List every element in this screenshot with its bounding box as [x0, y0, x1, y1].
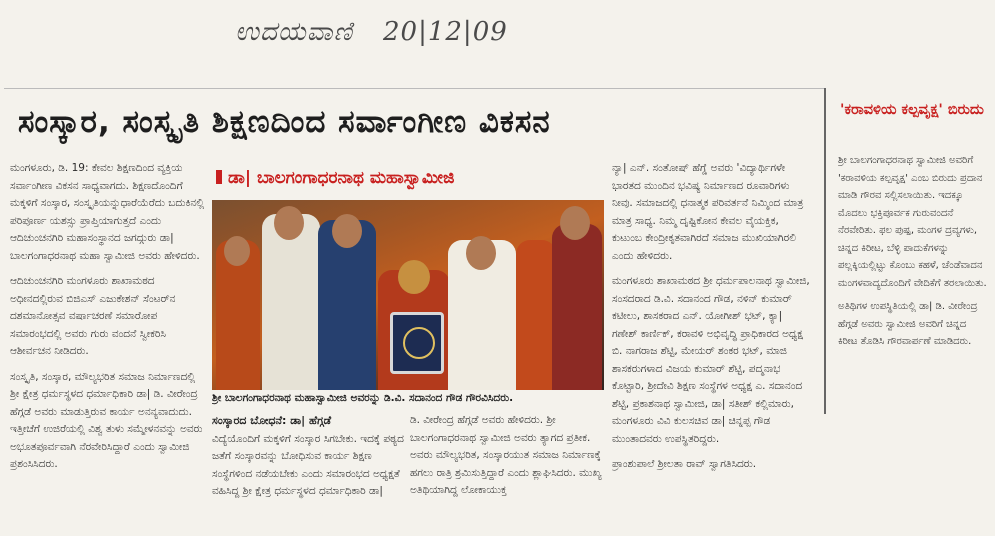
byline: ಡಾ| ಬಾಲಗಂಗಾಧರನಾಥ ಮಹಾಸ್ವಾಮೀಜಿ	[216, 168, 606, 192]
article-column-2b	[410, 412, 604, 530]
paragraph: ಡಿ. ವೀರೇಂದ್ರ ಹೆಗ್ಗಡೆ ಅವರು ಹೇಳಿದರು. ಶ್ರೀ ಬಾಲಗಂಗಾಧರನಾಥ ಸ್ವಾಮೀಜಿ ಅವರು ತ್ಯಾಗದ ಪ್ರತೀಕ. ಅವರು ಮೌಲ್ಯಭರಿತ, ಸಂಸ್ಕಾರಯುತ ಸಮಾಜ ನಿರ್ಮಾಣಕ್ಕೆ ಹಗಲು ರಾತ್ರಿ ಶ್ರಮಿಸುತ್ತಿದ್ದಾರೆ ಎಂದು ಶ್ಲಾಘಿಸಿದರು. ಮುಖ್ಯ ಅತಿಥಿಯಾಗಿದ್ದ ಲೋಕಾಯುಕ್ತ	[410, 414, 602, 496]
clipping-date: 20|12|09	[383, 17, 508, 47]
paragraph: ನ್ಯಾ| ಎನ್. ಸಂತೋಷ್ ಹೆಗ್ಡೆ ಅವರು 'ವಿದ್ಯಾರ್ಥಿಗಳೇ ಭಾರತದ ಮುಂದಿನ ಭವಿಷ್ಯ ನಿರ್ಮಾಣದ ರೂವಾರಿಗಳು ನೀವು. ಸಮಾಜದಲ್ಲಿ ಧನಾತ್ಮಕ ಪರಿವರ್ತನೆ ನಿಮ್ಮಿಂದ ಮಾತ್ರ ಮಾತ್ರ ಸಾಧ್ಯ. ನಿಮ್ಮ ದೃಷ್ಟಿಕೋನ ಕೇವಲ ವೈಯಕ್ತಿಕ, ಕುಟುಂಬ ಕೇಂದ್ರೀಕೃತವಾಗಿರದೆ ಸಮಾಜ ಮುಖಿಯಾಗಿರಲಿ ಎಂದು ಹೇಳಿದರು.	[612, 162, 804, 262]
paragraph: ಅತಿಥಿಗಳ ಉಪಸ್ಥಿತಿಯಲ್ಲಿ ಡಾ| ಡಿ. ವೀರೇಂದ್ರ ಹೆಗ್ಗಡೆ ಅವರು ಸ್ವಾಮೀಜಿ ಅವರಿಗೆ ಚಿನ್ನದ ಕಿರೀಟ ತೊಡಿಸಿ ಗೌರವಾರ್ಪಣೆ ಮಾಡಿದರು.	[838, 301, 978, 347]
sidebar-box	[824, 88, 986, 414]
paragraph: ಶ್ರೀ ಬಾಲಗಂಗಾಧರನಾಥ ಸ್ವಾಮೀಜಿ ಅವರಿಗೆ 'ಕರಾವಳಿಯ ಕಲ್ಪವೃಕ್ಷ' ಎಂಬ ಬಿರುದು ಪ್ರದಾನ ಮಾಡಿ ಗೌರವ ಸಲ್ಲಿಸಲಾಯಿತು. ಇದಕ್ಕೂ ಮೊದಲು ಭಕ್ತಿಪೂರ್ವಕ ಗುರುವಂದನೆ ನೆರವೇರಿತು. ಫಲ ಪುಷ್ಪ, ಮಂಗಳ ದ್ರವ್ಯಗಳು, ಚಿನ್ನದ ಕಿರೀಟ, ಬೆಳ್ಳಿ ಪಾದುಕೆಗಳನ್ನು ಪಲ್ಲಕ್ಕಿಯಲ್ಲಿಟ್ಟು ಕೊಂಬು ಕಹಳೆ, ಚೆಂಡೆವಾದನ ಮಂಗಳವಾದ್ಯದೊಂದಿಗೆ ವೇದಿಕೆಗೆ ತರಲಾಯಿತು.	[838, 155, 987, 289]
award-plaque	[390, 312, 444, 374]
masthead	[235, 8, 595, 56]
sidebar-title: 'ಕರಾವಳಿಯ ಕಲ್ಪವೃಕ್ಷ' ಬಿರುದು	[840, 102, 984, 118]
article-column-3	[612, 160, 810, 530]
article-column-2a	[212, 412, 406, 530]
photo-caption: ಶ್ರೀ ಬಾಲಗಂಗಾಧರನಾಥ ಮಹಾಸ್ವಾಮೀಜಿ ಅವರನ್ನು ಡಿ.ವಿ. ಸದಾನಂದ ಗೌಡ ಗೌರವಿಸಿದರು.	[212, 392, 514, 404]
paragraph: ಪ್ರಾಂಶುಪಾಲೆ ಶ್ರೀಲತಾ ರಾವ್ ಸ್ವಾಗತಿಸಿದರು.	[612, 458, 757, 470]
paragraph: ಸಂಸ್ಕೃತಿ, ಸಂಸ್ಕಾರ, ಮೌಲ್ಯಭರಿತ ಸಮಾಜ ನಿರ್ಮಾಣದಲ್ಲಿ ಶ್ರೀ ಕ್ಷೇತ್ರ ಧರ್ಮಸ್ಥಳದ ಧರ್ಮಾಧಿಕಾರಿ ಡಾ| ಡಿ. ವೀರೇಂದ್ರ ಹೆಗ್ಗಡೆ ಅವರು ಮಾಡುತ್ತಿರುವ ಕಾರ್ಯ ಅನನ್ಯವಾದುದು. ಇತ್ತೀಚೆಗೆ ಉಜಿರೆಯಲ್ಲಿ ವಿಶ್ವ ತುಳು ಸಮ್ಮೇಳನವನ್ನು ಅವರು ಅಭೂತಪೂರ್ವವಾಗಿ ನೆರವೇರಿಸಿದ್ದಾರೆ ಎಂದು ಸ್ವಾಮೀಜಿ ಪ್ರಶಂಸಿಸಿದರು.	[10, 370, 203, 470]
paragraph: ಮಂಗಳೂರು, ಡಿ. 19: ಕೇವಲ ಶಿಕ್ಷಣದಿಂದ ವ್ಯಕ್ತಿಯ ಸರ್ವಾಂಗೀಣ ವಿಕಸನ ಸಾಧ್ಯವಾಗದು. ಶಿಕ್ಷಣದೊಂದಿಗೆ ಮಕ್ಕಳಿಗೆ ಸಂಸ್ಕಾರ, ಸಂಸ್ಕೃತಿಯನ್ನುಧಾರೆಯೆರೆದು ಬದುಕಿನಲ್ಲಿ ಪರಿಪೂರ್ಣ ಯಶಸ್ಸು ಪ್ರಾಪ್ತಿಯಾಗುತ್ತದೆ ಎಂದು ಆದಿಚುಂಚನಗಿರಿ ಮಹಾಸಂಸ್ಥಾನದ ಜಗದ್ಗುರು ಡಾ| ಬಾಲಗಂಗಾಧರನಾಥ ಮಹಾ ಸ್ವಾಮೀಜಿ ಅವರು ಹೇಳಿದರು.	[10, 162, 205, 262]
paragraph: ವಿದ್ಯೆಯೊಂದಿಗೆ ಮಕ್ಕಳಿಗೆ ಸಂಸ್ಕಾರ ಸಿಗಬೇಕು. ಇದಕ್ಕೆ ಪಠ್ಯದ ಜತೆಗೆ ಸಂಸ್ಕಾರವನ್ನು ಬೋಧಿಸುವ ಕಾರ್ಯ ಶಿಕ್ಷಣ ಸಂಸ್ಥೆಗಳಿಂದ ನಡೆಯಬೇಕು ಎಂದು ಸಮಾರಂಭದ ಅಧ್ಯಕ್ಷತೆ ವಹಿಸಿದ್ದ ಶ್ರೀ ಕ್ಷೇತ್ರ ಧರ್ಮಸ್ಥಳದ ಧರ್ಮಾಧಿಕಾರಿ ಡಾ|	[212, 432, 404, 497]
news-photo	[212, 200, 604, 390]
paragraph: ಆದಿಚುಂಚನಗಿರಿ ಮಂಗಳೂರು ಶಾಖಾಮಠದ ಅಧೀನದಲ್ಲಿರುವ ಬಿಜಿಎಸ್ ಎಜುಕೇಶನ್ ಸೆಂಟರ್‌ನ ದಶಮಾನೋತ್ಸವ ವರ್ಷಾಚರಣೆ ಸಮಾರೋಪ ಸಮಾರಂಭದಲ್ಲಿ ಅವರು ಗುರು ವಂದನೆ ಸ್ವೀಕರಿಸಿ ಆಶೀರ್ವಚನ ನೀಡಿದರು.	[10, 275, 176, 357]
sidebar-body	[838, 152, 988, 414]
article-column-1	[10, 160, 206, 530]
subheading: ಸಂಸ್ಕಾರದ ಬೋಧನೆ: ಡಾ| ಹೆಗ್ಗಡೆ	[212, 414, 332, 427]
newspaper-name: ಉದಯವಾಣಿ	[235, 16, 353, 47]
paragraph: ಮಂಗಳೂರು ಶಾಖಾಮಠದ ಶ್ರೀ ಧರ್ಮಪಾಲನಾಥ ಸ್ವಾಮೀಜಿ, ಸಂಸದರಾದ ಡಿ.ವಿ. ಸದಾನಂದ ಗೌಡ, ನಳಿನ್ ಕುಮಾರ್ ಕಟೀಲು, ಶಾಸಕರಾದ ಎನ್. ಯೋಗೀಶ್ ಭಟ್, ಕ್ಯಾ| ಗಣೇಶ್ ಕಾರ್ಣಿಕ್, ಕರಾವಳಿ ಅಭಿವೃದ್ಧಿ ಪ್ರಾಧಿಕಾರದ ಅಧ್ಯಕ್ಷ ಬಿ. ನಾಗರಾಜ ಶೆಟ್ಟಿ, ಮೇಯರ್ ಶಂಕರ ಭಟ್, ಮಾಜಿ ಶಾಸಕರುಗಳಾದ ವಿಜಯ ಕುಮಾರ್ ಶೆಟ್ಟಿ, ಪದ್ಮನಾಭ ಕೊಟ್ಟಾರಿ, ಶ್ರೀದೇವಿ ಶಿಕ್ಷಣ ಸಂಸ್ಥೆಗಳ ಅಧ್ಯಕ್ಷ ಎ. ಸದಾನಂದ ಶೆಟ್ಟಿ, ಪ್ರಕಾಶನಾಥ ಸ್ವಾಮೀಜಿ, ಡಾ| ಸತೀಶ್ ಕಲ್ಲಿಮಾರು, ಮಂಗಳೂರು ವಿವಿ ಕುಲಸಚಿವ ಡಾ| ಚಿನ್ನಪ್ಪ ಗೌಡ ಮುಂತಾದವರು ಉಪಸ್ಥಿತರಿದ್ದರು.	[612, 275, 810, 445]
article-headline: ಸಂಸ್ಕಾರ, ಸಂಸ್ಕೃತಿ ಶಿಕ್ಷಣದಿಂದ ಸರ್ವಾಂಗೀಣ ವಿಕಸನ	[18, 104, 551, 140]
